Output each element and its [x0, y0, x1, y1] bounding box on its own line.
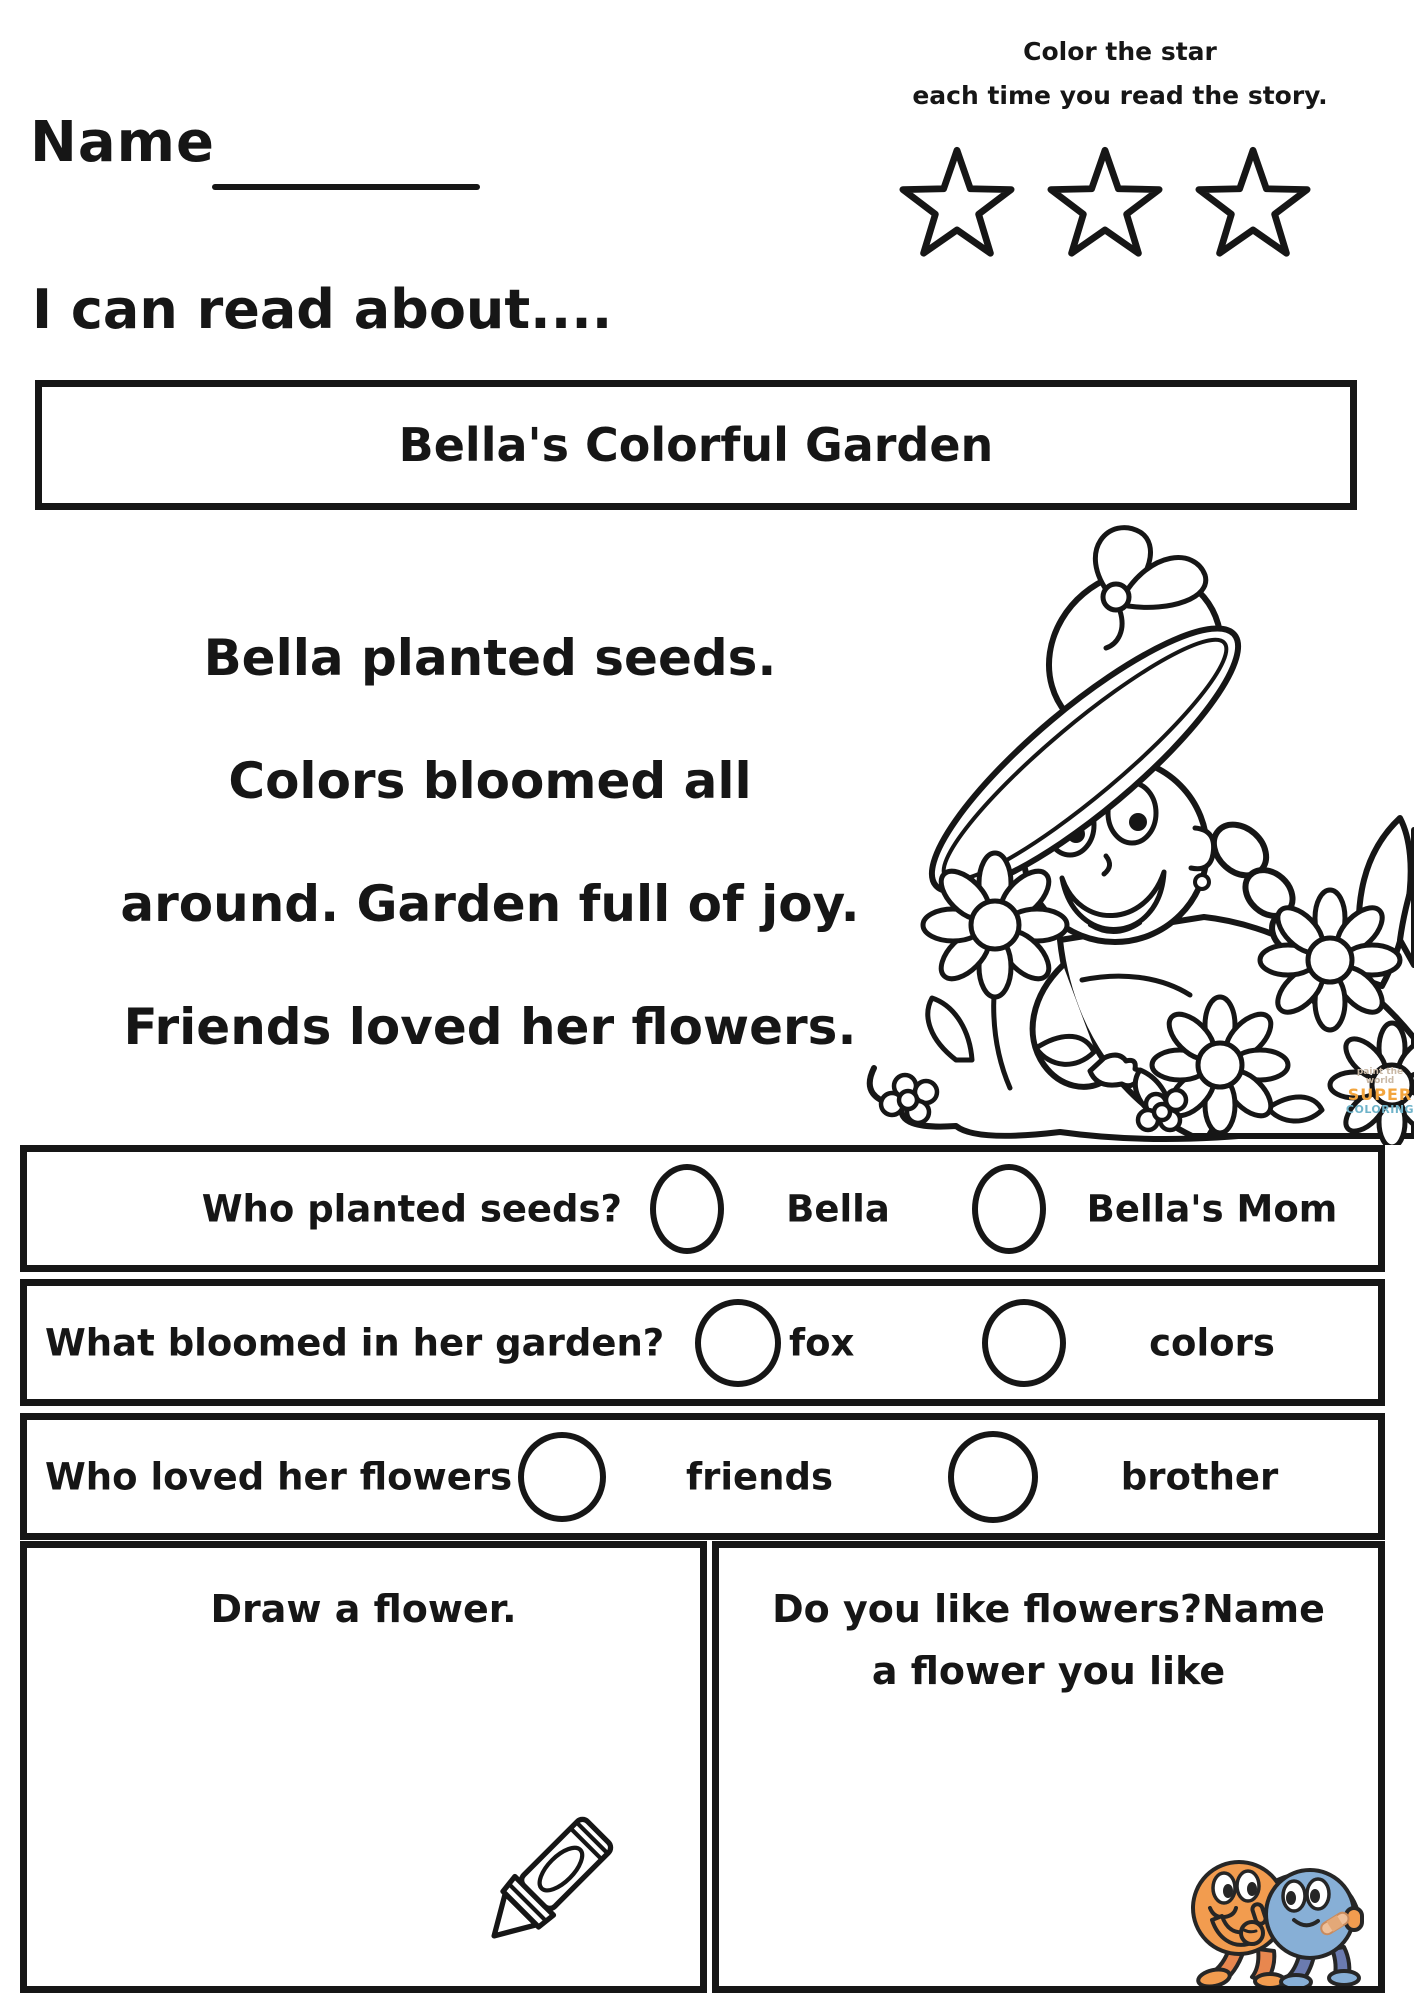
watermark-tagline: paint the world	[1356, 1067, 1404, 1087]
draw-box-prompt: Draw a flower.	[210, 1587, 517, 1631]
watermark-coloring: COLORING	[1345, 1102, 1414, 1116]
star-icon[interactable]	[1046, 143, 1164, 261]
question-prompt: Who planted seeds?	[201, 1187, 622, 1230]
star-instruction	[820, 30, 1414, 118]
answer-circle[interactable]	[948, 1431, 1038, 1523]
name-label: Name	[30, 110, 215, 175]
write-flower-box[interactable]	[712, 1541, 1385, 1993]
option-label: Bella	[786, 1187, 890, 1230]
girl-gardening-illustration	[860, 420, 1414, 1145]
read-about-label: I can read about....	[32, 278, 613, 341]
answer-circle[interactable]	[518, 1432, 606, 1522]
watermark-super: SUPER	[1347, 1084, 1413, 1104]
daisy	[1260, 890, 1400, 1030]
option-label: fox	[789, 1321, 855, 1364]
watermark	[1344, 1068, 1414, 1115]
option-label: Bella's Mom	[1086, 1187, 1338, 1230]
crayon-icon	[447, 1773, 657, 1983]
answer-circle[interactable]	[982, 1299, 1066, 1387]
story-line: around. Garden full of joy.	[120, 875, 860, 933]
answer-circle[interactable]	[650, 1164, 724, 1254]
story-line: Colors bloomed all	[228, 752, 752, 810]
question-prompt: What bloomed in her garden?	[45, 1321, 665, 1364]
story-line: Friends loved her flowers.	[123, 998, 857, 1056]
write-box-prompt-line1: Do you like flowers?Name	[772, 1587, 1325, 1631]
story-line: Bella planted seeds.	[203, 629, 777, 687]
question-row-2	[20, 1279, 1385, 1406]
option-label: friends	[686, 1455, 833, 1498]
daisy	[923, 853, 1067, 997]
question-prompt: Who loved her flowers	[45, 1455, 513, 1498]
star-icon[interactable]	[1194, 143, 1312, 261]
star-instruction-line1: Color the star	[1023, 37, 1217, 66]
small-flower	[881, 1075, 937, 1123]
story-text	[35, 597, 945, 1089]
reading-stars	[898, 143, 1312, 261]
answer-circle[interactable]	[972, 1164, 1046, 1254]
option-label: brother	[1120, 1455, 1279, 1498]
write-box-prompt-line2: a flower you like	[871, 1649, 1226, 1693]
option-label: colors	[1149, 1321, 1275, 1364]
star-instruction-line2: each time you read the story.	[912, 81, 1328, 110]
draw-flower-box[interactable]	[20, 1541, 707, 1993]
mascots-illustration	[1182, 1836, 1372, 1986]
question-row-1	[20, 1145, 1385, 1272]
answer-circle[interactable]	[695, 1299, 781, 1387]
write-box-prompt	[719, 1578, 1378, 1702]
name-writing-line[interactable]	[212, 184, 480, 190]
story-title: Bella's Colorful Garden	[398, 418, 994, 472]
question-row-3	[20, 1413, 1385, 1540]
star-icon[interactable]	[898, 143, 1016, 261]
